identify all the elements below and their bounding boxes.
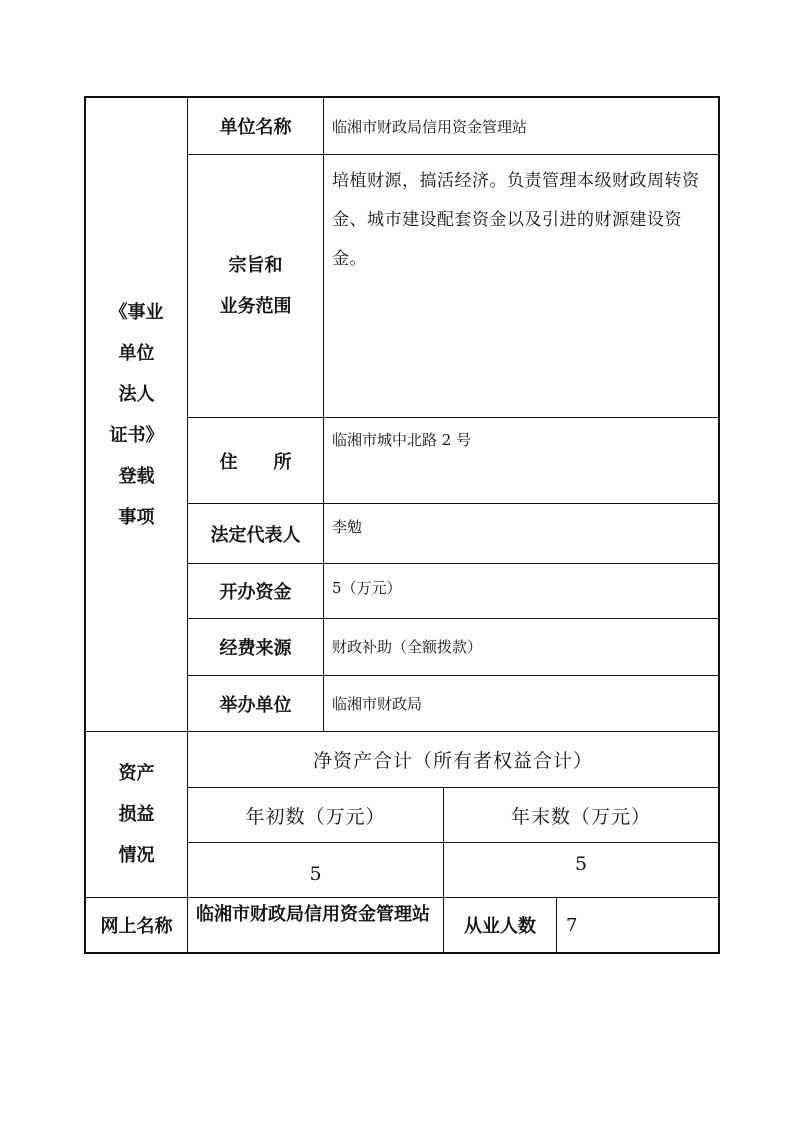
online-name-label: 网上名称 — [100, 916, 173, 937]
assets-heading — [86, 732, 187, 897]
register-heading-line: 证书》 — [109, 424, 164, 446]
sponsor-value: 临湘市财政局 — [332, 695, 423, 713]
register-heading-line: 事项 — [118, 506, 155, 528]
address-label: 住 所 — [219, 451, 292, 473]
funding-label: 经费来源 — [219, 638, 292, 659]
register-heading-line: 单位 — [118, 342, 155, 364]
purpose-value: 培植财源，搞活经济。负责管理本级财政周转资金、城市建设配套资金以及引进的财源建设资金。 — [332, 171, 700, 269]
address-value: 临湘市城中北路 2 号 — [332, 431, 472, 449]
legal-rep-label: 法定代表人 — [210, 524, 301, 546]
assets-heading-line: 损益 — [118, 804, 155, 825]
assets-heading-line: 资产 — [118, 763, 155, 784]
funding-value: 财政补助（全额拨款） — [332, 638, 483, 656]
register-heading-line: 《事业 — [109, 301, 164, 323]
register-heading — [86, 98, 187, 731]
end-value: 5 — [574, 853, 588, 875]
legal-rep-value: 李勉 — [332, 518, 363, 536]
unit-name-label: 单位名称 — [219, 117, 292, 138]
begin-value-label: 年初数（万元） — [245, 805, 386, 828]
purpose-label-line: 宗旨和 — [228, 255, 283, 276]
online-name-value: 临湘市财政局信用资金管理站 — [196, 904, 430, 925]
begin-value: 5 — [309, 863, 322, 885]
sponsor-label: 举办单位 — [219, 694, 292, 716]
staff-value: 7 — [566, 914, 578, 936]
end-value-label: 年末数（万元） — [510, 805, 651, 828]
register-heading-line: 法人 — [118, 383, 155, 405]
assets-heading-line: 情况 — [118, 845, 155, 866]
purpose-label — [188, 155, 323, 417]
net-assets-header: 净资产合计（所有者权益合计） — [312, 750, 593, 772]
register-heading-line: 登载 — [118, 465, 155, 487]
unit-name-value: 临湘市财政局信用资金管理站 — [332, 118, 528, 136]
capital-label: 开办资金 — [219, 582, 292, 603]
capital-value: 5（万元） — [332, 579, 402, 597]
purpose-label-line: 业务范围 — [219, 296, 292, 317]
staff-label: 从业人数 — [464, 916, 536, 937]
